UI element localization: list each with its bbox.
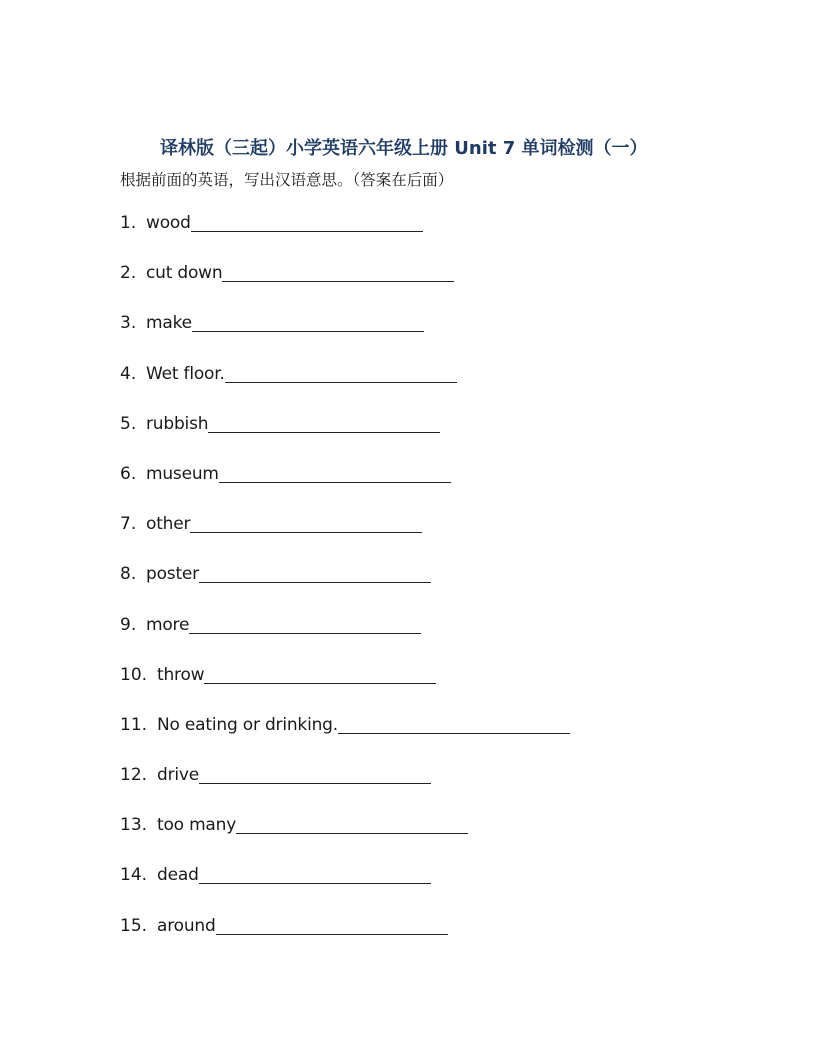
item-word: more: [146, 614, 190, 635]
answer-blank[interactable]: [208, 411, 440, 433]
worksheet-title: 译林版（三起）小学英语六年级上册 Unit 7 单词检测（一）: [160, 138, 648, 159]
answer-blank[interactable]: [338, 712, 570, 734]
item-word: make: [146, 313, 192, 334]
answer-blank[interactable]: [199, 561, 431, 583]
list-item: [120, 361, 760, 411]
answer-blank[interactable]: [222, 260, 454, 282]
item-number: 7.: [120, 514, 137, 535]
item-word: other: [146, 514, 191, 535]
answer-blank[interactable]: [199, 862, 431, 884]
list-item: [120, 862, 760, 912]
item-word: around: [157, 915, 216, 936]
item-word: No eating or drinking.: [157, 714, 338, 735]
list-item: [120, 561, 760, 611]
list-item: [120, 762, 760, 812]
item-word: wood: [146, 213, 191, 233]
answer-blank[interactable]: [199, 762, 431, 784]
item-word: Wet floor.: [146, 363, 225, 384]
item-word: poster: [146, 564, 199, 585]
item-number: 10.: [120, 664, 148, 685]
item-word: too many: [157, 815, 237, 836]
list-item: [120, 411, 760, 461]
list-item: [120, 662, 760, 712]
item-word: rubbish: [146, 413, 209, 434]
answer-blank[interactable]: [191, 210, 423, 232]
worksheet-instruction: 根据前面的英语，写出汉语意思。（答案在后面）: [120, 171, 454, 189]
item-number: 8.: [120, 564, 137, 585]
answer-blank[interactable]: [192, 310, 424, 332]
answer-blank[interactable]: [216, 913, 448, 935]
item-number: 5.: [120, 413, 137, 434]
list-item: [120, 913, 760, 963]
item-number: 14.: [120, 865, 148, 886]
list-item: [120, 210, 760, 260]
answer-blank[interactable]: [204, 662, 436, 684]
list-item: [120, 812, 760, 862]
item-number: 3.: [120, 313, 137, 334]
answer-blank[interactable]: [190, 511, 422, 533]
answer-blank[interactable]: [189, 612, 421, 634]
answer-blank[interactable]: [219, 461, 451, 483]
vocabulary-list: [120, 210, 760, 963]
answer-blank[interactable]: [225, 361, 457, 383]
item-number: 9.: [120, 614, 137, 635]
list-item: [120, 260, 760, 310]
item-number: 15.: [120, 915, 148, 936]
item-word: drive: [157, 765, 200, 786]
item-number: 6.: [120, 463, 137, 484]
item-number: 12.: [120, 765, 148, 786]
item-word: museum: [146, 463, 219, 484]
item-number: 13.: [120, 815, 148, 836]
item-number: 11.: [120, 714, 148, 735]
list-item: [120, 511, 760, 561]
item-number: 1.: [120, 213, 137, 233]
item-word: cut down: [146, 263, 223, 284]
list-item: [120, 310, 760, 360]
list-item: [120, 461, 760, 511]
list-item: [120, 712, 760, 762]
item-number: 2.: [120, 263, 137, 284]
answer-blank[interactable]: [236, 812, 468, 834]
item-word: throw: [157, 664, 205, 685]
item-number: 4.: [120, 363, 137, 384]
list-item: [120, 612, 760, 662]
item-word: dead: [157, 865, 199, 886]
